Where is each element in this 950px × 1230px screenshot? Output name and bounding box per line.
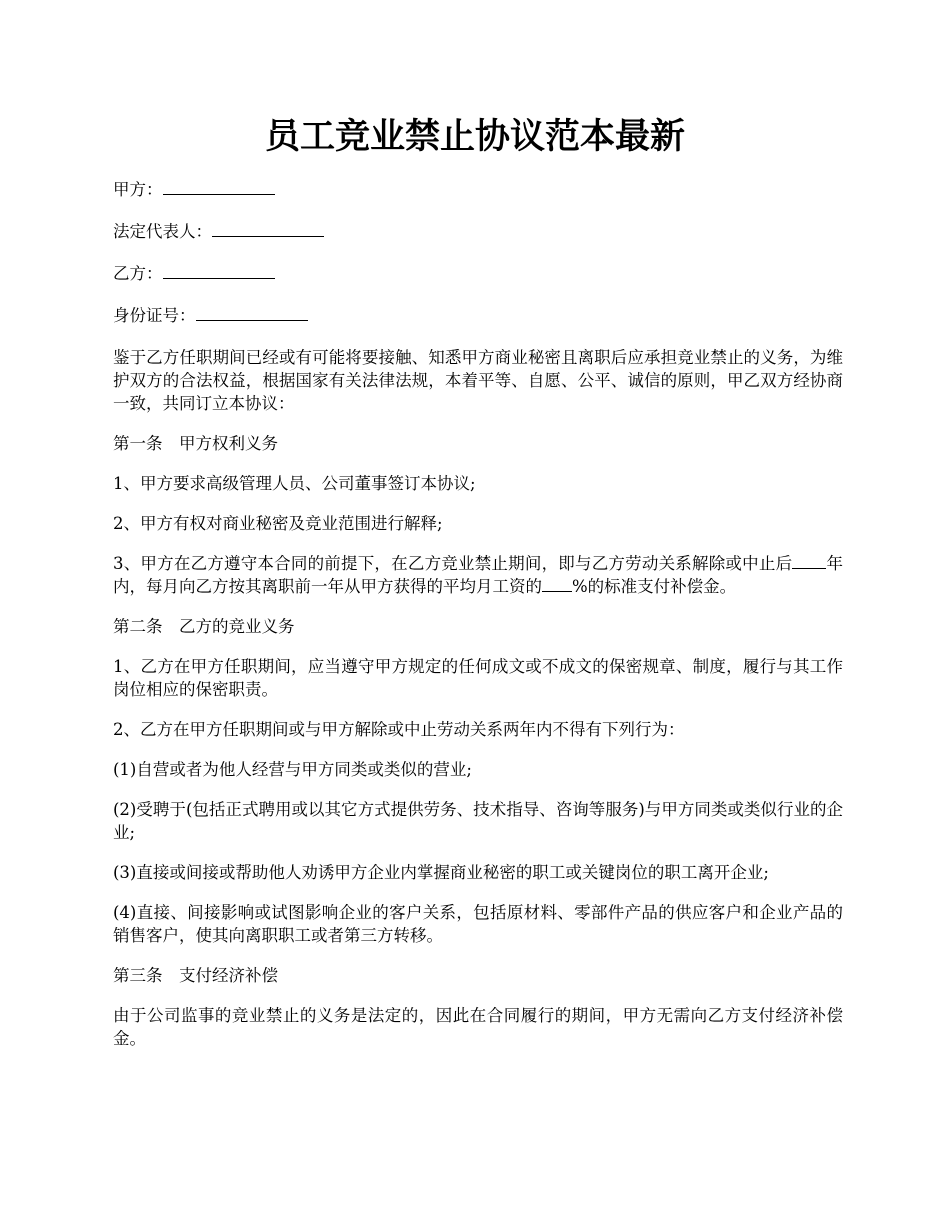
party-a-blank [163,180,275,195]
preamble-paragraph: 鉴于乙方任职期间已经或有可能将要接触、知悉甲方商业秘密且离职后应承担竞业禁止的义务，为维护双方的合法权益，根据国家有关法律法规，本着平等、自愿、公平、诚信的原则，甲乙双方经协商一致，共同订立本协议： [113,348,843,413]
article-2-sub-1: (1)自营或者为他人经营与甲方同类或类似的营业; [113,760,472,779]
party-b-label: 乙方： [113,264,163,283]
article-2-sub-2: (2)受聘于(包括正式聘用或以其它方式提供劳务、技术指导、咨询等服务)与甲方同类或类似行业的企业; [113,800,843,842]
article-2-item-2: 2、乙方在甲方任职期间或与甲方解除或中止劳动关系两年内不得有下列行为： [113,720,685,739]
party-a-label: 甲方： [113,180,163,199]
article-1-item-3 [113,552,843,598]
legal-rep-label: 法定代表人： [113,222,212,241]
article-1-item-3-part-3: %的标准支付补偿金。 [572,577,737,596]
id-number-blank [196,306,308,321]
article-2-heading: 第二条 乙方的竞业义务 [113,617,295,636]
article-2-sub-4: (4)直接、间接影响或试图影响企业的客户关系，包括原材料、零部件产品的供应客户和企业产品的销售客户，使其向离职职工或者第三方转移。 [113,903,843,945]
party-b-field [113,262,843,285]
article-1-heading: 第一条 甲方权利义务 [113,434,278,453]
article-2-sub-3: (3)直接或间接或帮助他人劝诱甲方企业内掌握商业秘密的职工或关键岗位的职工离开企业; [113,863,769,882]
percent-blank [542,577,572,592]
id-number-label: 身份证号： [113,306,196,325]
document-title: 员工竞业禁止协议范本最新 [264,116,685,157]
years-blank [792,554,826,569]
article-1-item-2: 2、甲方有权对商业秘密及竞业范围进行解释; [113,514,443,533]
article-3-heading: 第三条 支付经济补偿 [113,966,278,985]
legal-rep-blank [212,222,324,237]
party-a-field [113,178,843,201]
article-1-item-3-part-1: 3、甲方在乙方遵守本合同的前提下，在乙方竞业禁止期间，即与乙方劳动关系解除或中止后 [113,554,793,573]
legal-rep-field [113,220,843,243]
id-number-field [113,304,843,327]
article-1-item-1: 1、甲方要求高级管理人员、公司董事签订本协议; [113,474,476,493]
party-b-blank [163,264,275,279]
article-1-item-3-part-2: 年内，每月向乙方按其离职前一年从甲方获得的平均月工资的 [113,554,844,596]
document-body [113,178,843,1067]
article-3-body: 由于公司监事的竞业禁止的义务是法定的，因此在合同履行的期间，甲方无需向乙方支付经济补偿金。 [113,1006,843,1048]
article-2-item-1: 1、乙方在甲方任职期间，应当遵守甲方规定的任何成文或不成文的保密规章、制度，履行与其工作岗位相应的保密职责。 [113,657,843,699]
